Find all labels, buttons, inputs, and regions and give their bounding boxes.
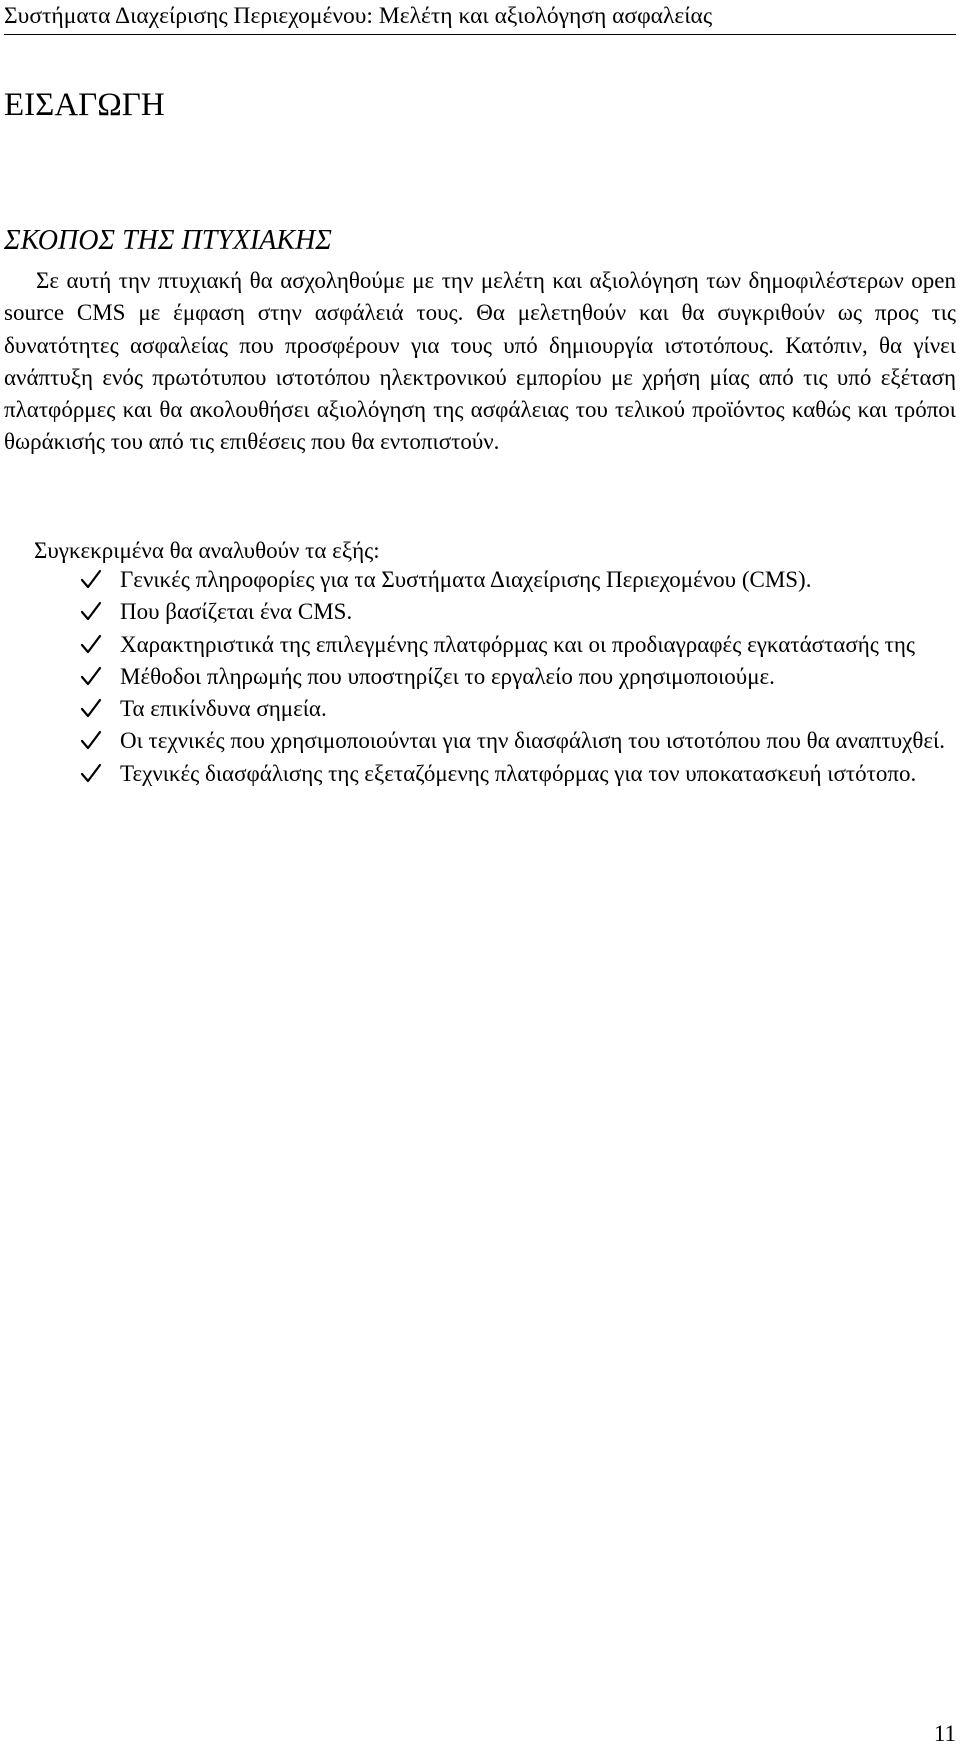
intro-paragraph: Σε αυτή την πτυχιακή θα ασχοληθούμε με την μελέτη και αξιολόγηση των δημοφιλέστερων open source CMS με έμφαση στην ασφάλειά τους. Θα μελετηθούν και θα συγκριθούν ως προς τις δυνατότητες ασφαλείας που προσφέρουν για τους υπό δημιουργία ιστοτόπους. Κατόπιν, θα γίνει ανάπτυξη ενός πρωτότυπου ιστοτόπου ηλεκτρονικού εμπορίου με χρήση μίας από τις υπό εξέταση πλατφόρμες και θα ακολουθήσει αξιολόγηση της ασφάλειας του τελικού προϊόντος καθώς και τρόποι θωράκισής του από τις επιθέσεις που θα εντοπιστούν. [4, 268, 956, 455]
running-header: Συστήματα Διαχείρισης Περιεχομένου: Μελέτη και αξιολόγηση ασφαλείας [4, 3, 713, 29]
list-item-text: Μέθοδοι πληρωμής που υποστηρίζει το εργαλείο που χρησιμοποιούμε. [120, 663, 775, 689]
topics-list [0, 564, 956, 790]
page-number: 11 [933, 1721, 956, 1746]
section-title: ΣΚΟΠΟΣ ΤΗΣ ΠΤΥΧΙΑΚΗΣ [4, 225, 332, 256]
checkmark-icon [80, 762, 102, 784]
list-item [0, 564, 956, 596]
list-item-text: Χαρακτηριστικά της επιλεγμένης πλατφόρμας και οι προδιαγραφές εγκατάστασής της [120, 631, 915, 657]
checkmark-icon [80, 665, 102, 687]
checkmark-icon [80, 729, 102, 751]
list-item [0, 693, 956, 725]
checkmark-icon [80, 568, 102, 590]
list-item [0, 629, 956, 661]
list-item-text: Τεχνικές διασφάλισης της εξεταζόμενης πλατφόρμας για τον υποκατασκευή ιστότοπο. [120, 760, 917, 786]
checkmark-icon [80, 697, 102, 719]
checkmark-icon [80, 600, 102, 622]
chapter-title: ΕΙΣΑΓΩΓΗ [4, 87, 165, 123]
list-item [0, 758, 956, 790]
list-item-text: Γενικές πληροφορίες για τα Συστήματα Διαχείρισης Περιεχομένου (CMS). [120, 567, 812, 592]
list-item [0, 725, 956, 757]
checkmark-icon [80, 633, 102, 655]
list-item [0, 596, 956, 628]
list-item-text: Που βασίζεται ένα CMS. [120, 599, 353, 625]
list-item-text: Τα επικίνδυνα σημεία. [120, 696, 327, 722]
list-item-text: Οι τεχνικές που χρησιμοποιούνται για την διασφάλιση του ιστοτόπου που θα αναπτυχθεί. [120, 728, 945, 754]
list-item [0, 661, 956, 693]
list-intro: Συγκεκριμένα θα αναλυθούν τα εξής: [34, 538, 380, 563]
header-rule [4, 34, 956, 35]
